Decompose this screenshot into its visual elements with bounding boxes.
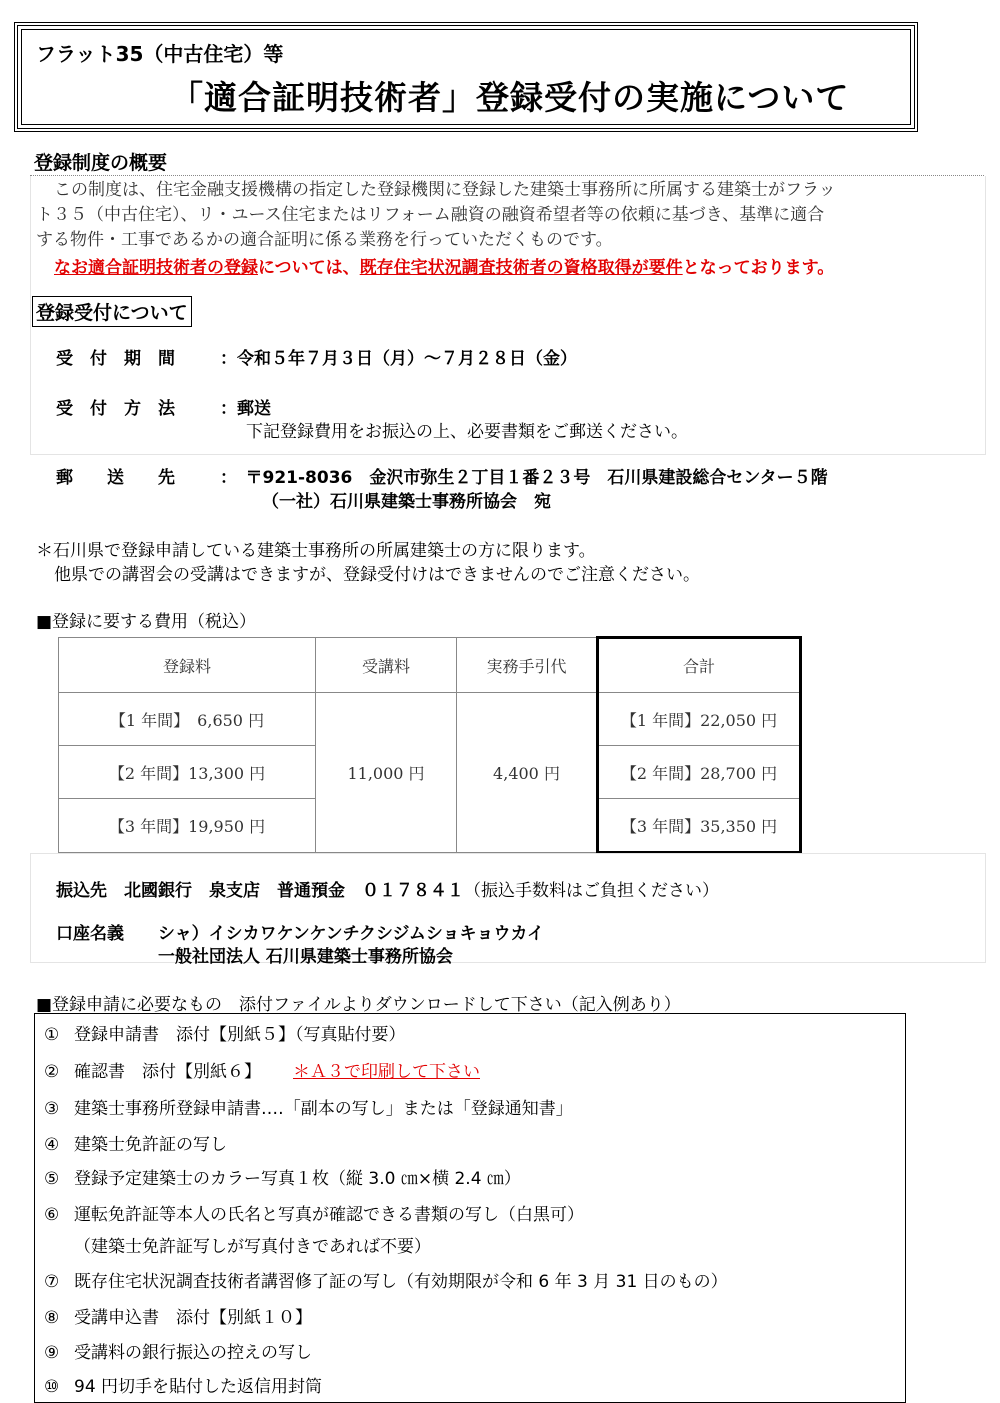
fees-heading: ■登録に要する費用（税込） [36, 612, 257, 632]
doc-num: ⑤ [44, 1169, 60, 1189]
header-total: 合計 [598, 638, 801, 693]
overview-line-1: この制度は、住宅金融支援機構の指定した登録機関に登録した建築士事務所に所属する建築士がフラッ [54, 180, 836, 200]
registration-fee-3yr: 【3 年間】19,950 円 [59, 799, 316, 853]
doc-text: 確認書 添付【別紙６】 [74, 1062, 261, 1082]
doc-num: ⑧ [44, 1308, 60, 1328]
account-kana: シャ）イシカワケンケンチクシジムショキョウカイ [158, 924, 544, 944]
doc-num: ⑩ [44, 1377, 60, 1397]
doc-num: ③ [44, 1099, 60, 1119]
page-subtitle: フラット35（中古住宅）等 [36, 42, 284, 66]
transfer-note: （振込手数料はご負担ください） [464, 881, 719, 901]
method-label: 受 付 方 法 [56, 399, 175, 419]
doc-item [44, 1130, 227, 1155]
method-value: ：郵送 [220, 399, 271, 419]
page-title: 「適合証明技術者」登録受付の実施について [170, 78, 850, 117]
doc-item [44, 1200, 584, 1225]
course-fee: 11,000 円 [316, 693, 457, 853]
overview-line-3: する物件・工事であるかの適合証明に係る業務を行っていただくものです。 [36, 230, 613, 250]
doc-num: ① [44, 1025, 60, 1045]
doc-num: ④ [44, 1135, 60, 1155]
fees-row [59, 693, 801, 746]
note-part-4: となっております。 [682, 258, 835, 278]
doc-num: ⑥ [44, 1205, 60, 1225]
total-2yr: 【2 年間】28,700 円 [598, 746, 801, 799]
doc-item [44, 1057, 480, 1082]
account-label: 口座名義 [56, 924, 124, 944]
period-label: 受 付 期 間 [56, 349, 175, 369]
header-course-fee: 受講料 [316, 638, 457, 693]
doc-item [44, 1372, 322, 1397]
mail-label: 郵 送 先 [56, 468, 175, 488]
registration-fee-1yr: 【1 年間】 6,650 円 [59, 693, 316, 746]
registration-fee-2yr: 【2 年間】13,300 円 [59, 746, 316, 799]
mail-address: ： 〒921-8036 金沢市弥生２丁目１番２３号 石川県建設総合センター５階 [220, 468, 828, 488]
doc-text: （建築士免許証写しが写真付きであれば不要） [74, 1237, 431, 1257]
registration-heading: 登録受付について [32, 296, 192, 327]
doc-num: ⑨ [44, 1343, 60, 1363]
doc-item [44, 1094, 573, 1119]
restriction-1: ＊石川県で登録申請している建築士事務所の所属建築士の方に限ります。 [36, 541, 596, 561]
note-part-1: なお適合証明技術者の登録 [54, 258, 258, 278]
manual-fee: 4,400 円 [457, 693, 598, 853]
doc-text: 建築士免許証の写し [74, 1135, 227, 1155]
doc-item [44, 1338, 312, 1363]
fees-table [58, 636, 802, 854]
doc-text: 登録予定建築士のカラー写真１枚（縦 3.0 ㎝×横 2.4 ㎝） [74, 1169, 521, 1189]
header-manual-fee: 実務手引代 [457, 638, 598, 693]
transfer-info [56, 876, 719, 901]
fees-header-row [59, 638, 801, 693]
documents-heading: ■登録申請に必要なもの 添付ファイルよりダウンロードして下さい（記入例あり） [36, 995, 681, 1015]
mail-recipient: （一社）石川県建築士事務所協会 宛 [262, 492, 551, 512]
method-detail: 下記登録費用をお振込の上、必要書類をご郵送ください。 [246, 422, 688, 442]
overview-line-2: ト３５（中古住宅）、リ・ユース住宅またはリフォーム融資の融資希望者等の依頼に基づき、基準に適合 [36, 205, 825, 225]
total-1yr: 【1 年間】22,050 円 [598, 693, 801, 746]
note-part-2: については、 [258, 258, 360, 278]
total-3yr: 【3 年間】35,350 円 [598, 799, 801, 853]
note-part-3: 既存住宅状況調査技術者の資格取得が要件 [359, 258, 683, 278]
print-a3-note: ＊Ａ３で印刷して下さい [293, 1062, 480, 1082]
doc-item [44, 1164, 521, 1189]
doc-text: 登録申請書 添付【別紙５】（写真貼付要） [74, 1025, 406, 1045]
doc-item [44, 1267, 728, 1292]
header-registration-fee: 登録料 [59, 638, 316, 693]
doc-item [44, 1232, 431, 1257]
doc-text: 94 円切手を貼付した返信用封筒 [74, 1377, 323, 1397]
doc-num: ② [44, 1062, 60, 1082]
doc-item [44, 1303, 312, 1328]
doc-text: 運転免許証等本人の氏名と写真が確認できる書類の写し（白黒可） [74, 1205, 584, 1225]
requirement-note [54, 253, 834, 278]
transfer-account: 振込先 北國銀行 泉支店 普通預金 ０１７８４１ [56, 881, 464, 901]
doc-text: 建築士事務所登録申請書‥‥「副本の写し」または「登録通知書」 [74, 1099, 573, 1119]
restriction-2: 他県での講習会の受講はできますが、登録受付けはできませんのでご注意ください。 [54, 565, 700, 585]
account-name: 一般社団法人 石川県建築士事務所協会 [158, 947, 453, 967]
doc-text: 既存住宅状況調査技術者講習修了証の写し（有効期限が令和 6 年 3 月 31 日のもの） [74, 1272, 728, 1292]
overview-heading: 登録制度の概要 [34, 152, 168, 174]
doc-text: 受講料の銀行振込の控えの写し [74, 1343, 312, 1363]
doc-num: ⑦ [44, 1272, 60, 1292]
doc-text: 受講申込書 添付【別紙１０】 [74, 1308, 312, 1328]
doc-item [44, 1020, 406, 1045]
period-value: ：令和５年７月３日（月）～７月２８日（金） [220, 349, 577, 369]
